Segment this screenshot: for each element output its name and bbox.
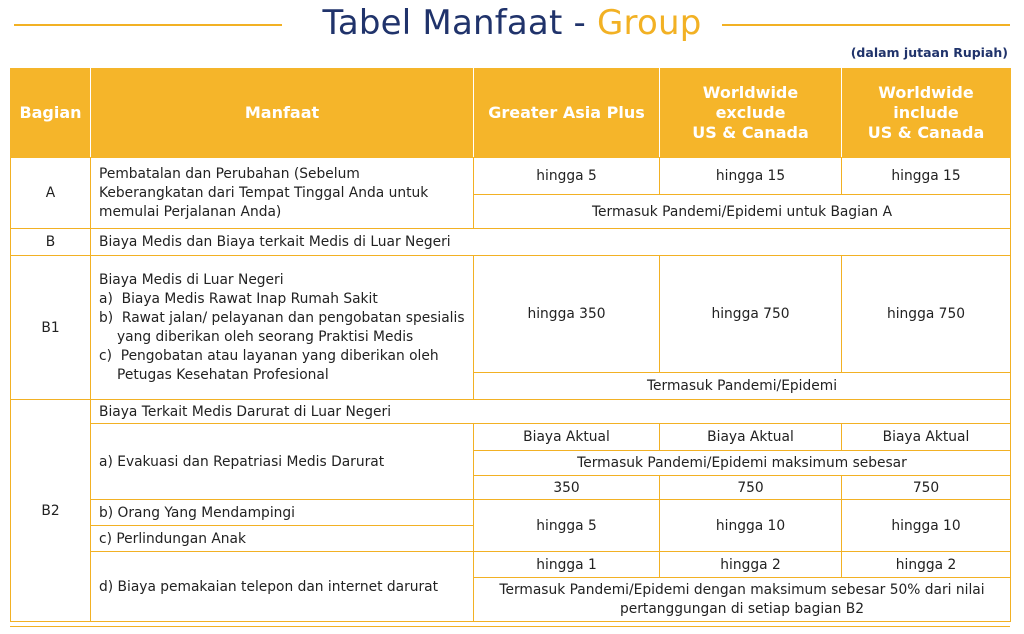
header-row	[11, 69, 1011, 158]
value-b2-evac-plan3: Biaya Aktual	[842, 424, 1011, 451]
section-code-a: A	[11, 158, 91, 229]
table-row-b1	[11, 256, 1011, 373]
header-plan-greater-asia: Greater Asia Plus	[474, 69, 660, 158]
benefit-b2-phone: d) Biaya pemakaian telepon dan internet darurat	[91, 552, 474, 622]
table-row-b	[11, 229, 1011, 256]
benefit-b1-list	[99, 290, 465, 385]
benefit-b1	[91, 256, 474, 400]
table-row-b2-phone	[11, 552, 1011, 578]
list-item: c) Pengobatan atau layanan yang diberikan oleh Petugas Kesehatan Profesional	[99, 347, 439, 383]
benefit-b2-child: c) Perlindungan Anak	[91, 526, 474, 552]
benefit-b2-evac: a) Evakuasi dan Repatriasi Medis Darurat	[91, 424, 474, 500]
max-b2-evac-plan3: 750	[842, 476, 1011, 500]
max-b2-evac-plan2: 750	[660, 476, 842, 500]
benefit-a: Pembatalan dan Perubahan (Sebelum Keberangkatan dari Tempat Tinggal Anda untuk memulai Perjalanan Anda)	[91, 158, 474, 229]
value-b1-plan2: hingga 750	[660, 256, 842, 373]
value-a-plan3: hingga 15	[842, 158, 1011, 195]
benefit-b2-heading: Biaya Terkait Medis Darurat di Luar Negeri	[91, 400, 1011, 424]
title-highlight: Group	[597, 3, 702, 43]
note-b1: Termasuk Pandemi/Epidemi	[474, 373, 1011, 400]
table-row-b2-companion	[11, 500, 1011, 526]
table-row-b2-heading	[11, 400, 1011, 424]
note-a: Termasuk Pandemi/Epidemi untuk Bagian A	[474, 195, 1011, 229]
header-plan-worldwide-include: Worldwide include US & Canada	[842, 69, 1011, 158]
value-b1-plan3: hingga 750	[842, 256, 1011, 373]
header-bagian: Bagian	[11, 69, 91, 158]
value-b2-phone-plan1: hingga 1	[474, 552, 660, 578]
section-code-b1: B1	[11, 256, 91, 400]
value-b1-plan1: hingga 350	[474, 256, 660, 373]
section-code-b: B	[11, 229, 91, 256]
header-manfaat: Manfaat	[91, 69, 474, 158]
value-b2-bc-plan3: hingga 10	[842, 500, 1011, 552]
value-a-plan2: hingga 15	[660, 158, 842, 195]
benefit-table	[10, 68, 1011, 622]
table-row-a	[11, 158, 1011, 195]
value-b2-bc-plan2: hingga 10	[660, 500, 842, 552]
value-a-plan1: hingga 5	[474, 158, 660, 195]
value-b2-phone-plan3: hingga 2	[842, 552, 1011, 578]
list-item: b) Rawat jalan/ pelayanan dan pengobatan spesialis yang diberikan oleh seorang Praktisi Medis	[99, 309, 465, 345]
max-b2-evac-plan1: 350	[474, 476, 660, 500]
table-row-b2-evac	[11, 424, 1011, 451]
benefit-b2-companion: b) Orang Yang Mendampingi	[91, 500, 474, 526]
benefit-b: Biaya Medis dan Biaya terkait Medis di Luar Negeri	[91, 229, 1011, 256]
page-title	[0, 2, 1024, 44]
note-b2-evac: Termasuk Pandemi/Epidemi maksimum sebesar	[474, 451, 1011, 476]
section-code-b2: B2	[11, 400, 91, 622]
unit-note: (dalam jutaan Rupiah)	[850, 45, 1008, 60]
value-b2-evac-plan1: Biaya Aktual	[474, 424, 660, 451]
list-item: a) Biaya Medis Rawat Inap Rumah Sakit	[99, 290, 378, 307]
note-b2-phone: Termasuk Pandemi/Epidemi dengan maksimum sebesar 50% dari nilai pertanggungan di setiap bagian B2	[474, 578, 1011, 622]
title-row	[0, 0, 1024, 48]
value-b2-evac-plan2: Biaya Aktual	[660, 424, 842, 451]
value-b2-phone-plan2: hingga 2	[660, 552, 842, 578]
header-plan-worldwide-exclude: Worldwide exclude US & Canada	[660, 69, 842, 158]
value-b2-bc-plan1: hingga 5	[474, 500, 660, 552]
title-main: Tabel Manfaat -	[322, 3, 597, 43]
benefit-b1-heading: Biaya Medis di Luar Negeri	[99, 271, 284, 288]
